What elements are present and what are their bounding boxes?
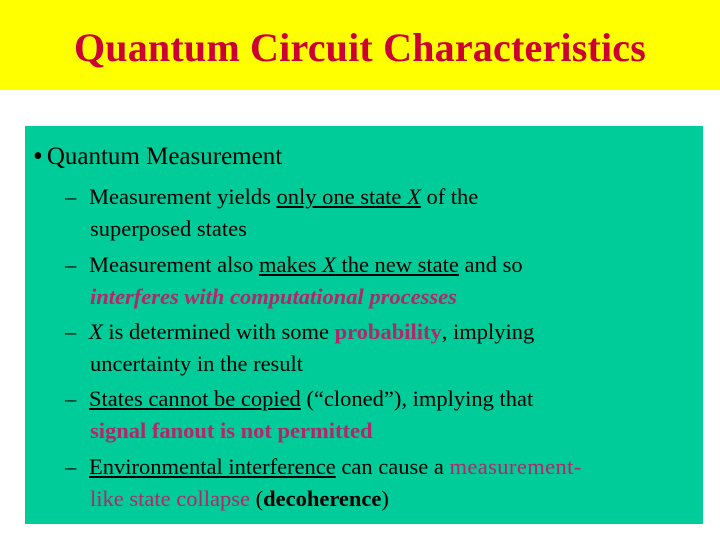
subpoint-variable: X bbox=[322, 252, 336, 277]
subpoint-text: and so bbox=[458, 252, 523, 277]
subpoint-text: (“cloned”), implying that bbox=[300, 386, 534, 411]
subpoint-continuation: superposed states bbox=[90, 216, 247, 241]
subpoint-4 bbox=[65, 383, 705, 447]
subpoint-continuation: uncertainty in the result bbox=[90, 351, 304, 376]
dash-marker: – bbox=[65, 252, 77, 277]
subpoint-emphasis: like state collapse bbox=[90, 486, 250, 511]
dash-marker: – bbox=[65, 386, 77, 411]
subpoint-text: of the bbox=[420, 184, 479, 209]
subpoint-underlined-text: the new state bbox=[335, 252, 459, 277]
main-bullet-text: Quantum Measurement bbox=[46, 143, 283, 170]
subpoint-5 bbox=[65, 451, 705, 515]
subpoint-text: Measurement yields bbox=[89, 184, 277, 209]
dash-marker: – bbox=[65, 319, 77, 344]
subpoint-text: ) bbox=[381, 486, 389, 511]
subpoint-emphasis: measurement- bbox=[449, 454, 582, 479]
subpoint-variable: X bbox=[89, 319, 103, 344]
subpoint-emphasis: interferes with computational processes bbox=[90, 284, 457, 309]
dash-marker: – bbox=[65, 184, 77, 209]
subpoint-emphasis: signal fanout is not permitted bbox=[90, 418, 373, 443]
subpoint-underlined-text: makes bbox=[258, 252, 323, 277]
subpoint-text: Measurement also bbox=[89, 252, 259, 277]
main-bullet bbox=[33, 140, 282, 172]
subpoint-3 bbox=[65, 316, 705, 380]
dash-marker: – bbox=[65, 454, 77, 479]
subpoint-text: is determined with some bbox=[102, 319, 335, 344]
subpoint-bold-term: decoherence bbox=[263, 486, 382, 511]
subpoint-1 bbox=[65, 181, 705, 245]
subpoint-text: , implying bbox=[441, 319, 535, 344]
subpoint-continuation bbox=[65, 483, 705, 515]
subpoint-text: ( bbox=[249, 486, 264, 511]
subpoint-underlined-text: only one state bbox=[276, 184, 408, 209]
subpoint-variable: X bbox=[407, 184, 421, 209]
subpoint-text: can cause a bbox=[335, 454, 450, 479]
bullet-dot-icon: • bbox=[33, 141, 43, 172]
subpoint-2 bbox=[65, 249, 705, 313]
subpoint-underlined-text: States cannot be copied bbox=[89, 386, 301, 411]
subpoint-emphasis: probability bbox=[334, 319, 442, 344]
subpoint-underlined-text: Environmental interference bbox=[89, 454, 336, 479]
slide-title: Quantum Circuit Characteristics bbox=[73, 25, 647, 70]
